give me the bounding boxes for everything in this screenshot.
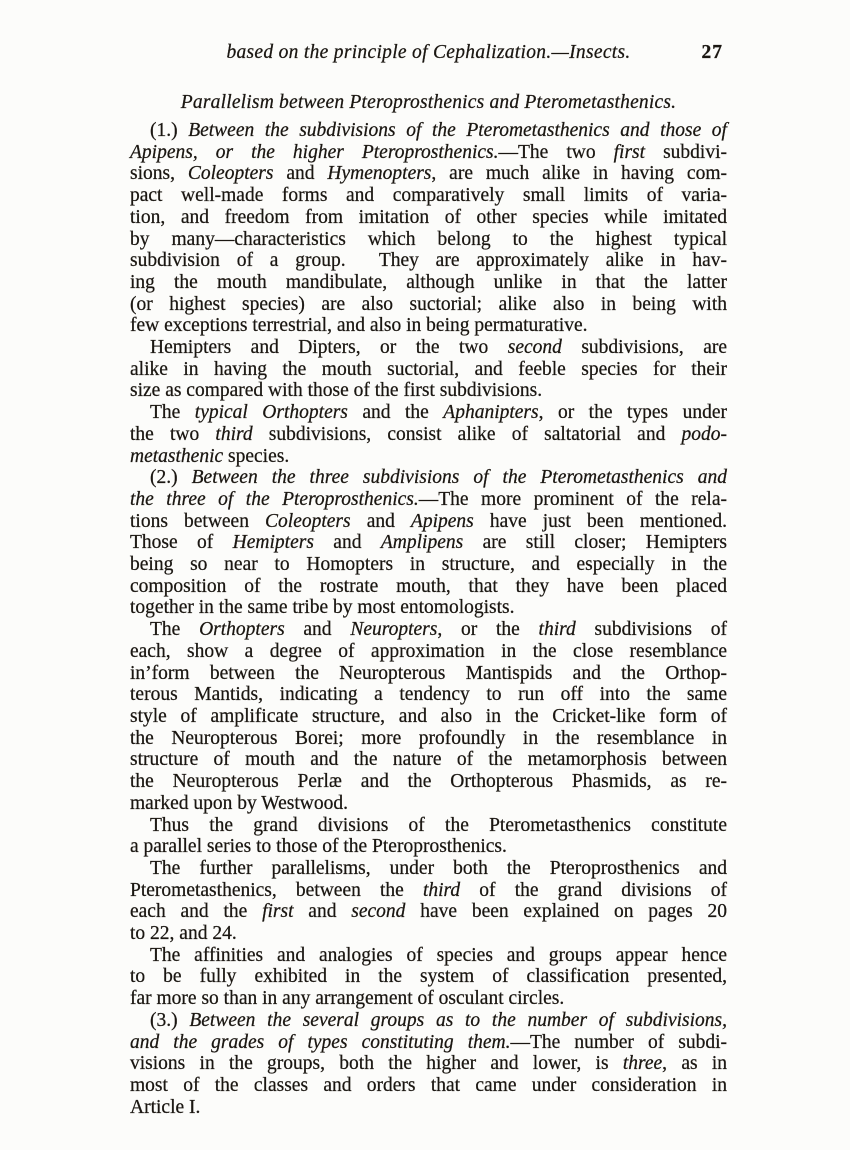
running-title: based on the principle of Cephalization.—Insects. — [226, 42, 631, 63]
text-line: tions between Coleopters and Apipens have just been mentioned. — [130, 510, 728, 532]
paragraph — [130, 619, 727, 814]
page-body — [130, 120, 727, 1118]
text-line: (2.) Between the three subdivisions of the Pterometasthenics and — [150, 467, 727, 489]
text-line: the Neuropterous Perlæ and the Orthopterous Phasmids, as re- — [130, 771, 727, 793]
text-line: terous Mantids, indicating a tendency to run off into the same — [130, 684, 727, 706]
text-line: the three of the Pteroprosthenics.—The more prominent of the rela- — [130, 488, 727, 510]
text-line: composition of the rostrate mouth, that they have been placed — [130, 575, 727, 597]
text-line: visions in the groups, both the higher and lower, is three, as in — [130, 1053, 727, 1075]
paragraph — [130, 467, 727, 619]
paragraph — [130, 1010, 727, 1119]
text-line: far more so than in any arrangement of osculant circles. — [130, 988, 565, 1010]
text-line: The affinities and analogies of species and groups appear hence — [150, 944, 727, 966]
text-line: together in the same tribe by most entomologists. — [130, 597, 515, 619]
text-line: being so near to Homopters in structure, and especially in the — [130, 554, 727, 576]
text-line: (or highest species) are also suctorial; alike also in being with — [130, 293, 727, 315]
paragraph — [130, 858, 727, 945]
text-line: in’form between the Neuropterous Mantispids and the Orthop- — [130, 662, 727, 684]
text-line: and the grades of types constituting them.—The number of subdi- — [130, 1031, 727, 1053]
text-line: size as compared with those of the first subdivisions. — [130, 380, 543, 402]
text-line: Article I. — [130, 1096, 201, 1118]
text-line: most of the classes and orders that came under consideration in — [130, 1074, 727, 1096]
text-line: tion, and freedom from imitation of other species while imitated — [130, 206, 727, 228]
text-line: The typical Orthopters and the Aphanipters, or the types under — [150, 402, 727, 424]
section-heading: Parallelism between Pteroprosthenics and Pterometasthenics. — [180, 92, 677, 113]
text-line: each and the first and second have been explained on pages 20 — [130, 901, 727, 923]
text-line: to 22, and 24. — [130, 923, 237, 945]
text-line: The Orthopters and Neuropters, or the third subdivisions of — [150, 619, 727, 641]
text-line: each, show a degree of approximation in the close resemblance — [130, 640, 727, 662]
text-line: pact well-made forms and comparatively small limits of varia- — [130, 185, 727, 207]
text-line: Hemipters and Dipters, or the two second subdivisions, are — [150, 337, 728, 359]
paragraph — [130, 815, 727, 858]
text-line: alike in having the mouth suctorial, and feeble species for their — [130, 358, 727, 380]
text-line: ing the mouth mandibulate, although unlike in that the latter — [130, 271, 727, 293]
paragraph — [130, 120, 727, 337]
text-line: Those of Hemipters and Amplipens are still closer; Hemipters — [130, 532, 727, 554]
text-line: to be fully exhibited in the system of classification presented, — [130, 966, 727, 988]
text-line: marked upon by Westwood. — [130, 792, 348, 814]
text-line: the Neuropterous Borei; more profoundly in the resemblance in — [130, 727, 727, 749]
text-line: Apipens, or the higher Pteroprosthenics.—The two first subdivi- — [130, 141, 727, 163]
text-line: metasthenic species. — [130, 445, 290, 467]
text-line: Pterometasthenics, between the third of the grand divisions of — [130, 879, 728, 901]
text-line: sions, Coleopters and Hymenopters, are much alike in having com- — [130, 163, 727, 185]
text-line: structure of mouth and the nature of the metamorphosis between — [130, 749, 727, 771]
text-line: (1.) Between the subdivisions of the Pterometasthenics and those of — [150, 120, 727, 141]
page-number: 27 — [701, 42, 723, 63]
text-line: style of amplificate structure, and also in the Cricket-like form of — [130, 705, 727, 727]
paragraph — [130, 337, 727, 402]
text-line: the two third subdivisions, consist alike of saltatorial and podo- — [130, 423, 727, 445]
text-line: Thus the grand divisions of the Pterometasthenics constitute — [150, 814, 727, 836]
text-line: few exceptions terrestrial, and also in being permaturative. — [130, 315, 588, 337]
text-line: by many—characteristics which belong to the highest typical — [130, 228, 727, 250]
text-line: The further parallelisms, under both the Pteroprosthenics and — [150, 857, 727, 879]
text-line: a parallel series to those of the Pteroprosthenics. — [130, 836, 507, 858]
paragraph — [130, 945, 727, 1010]
running-header — [130, 42, 727, 68]
text-line: (3.) Between the several groups as to the number of subdivisions, — [150, 1009, 727, 1031]
paragraph — [130, 402, 727, 467]
text-line: subdivision of a group. They are approximately alike in hav- — [130, 250, 727, 272]
